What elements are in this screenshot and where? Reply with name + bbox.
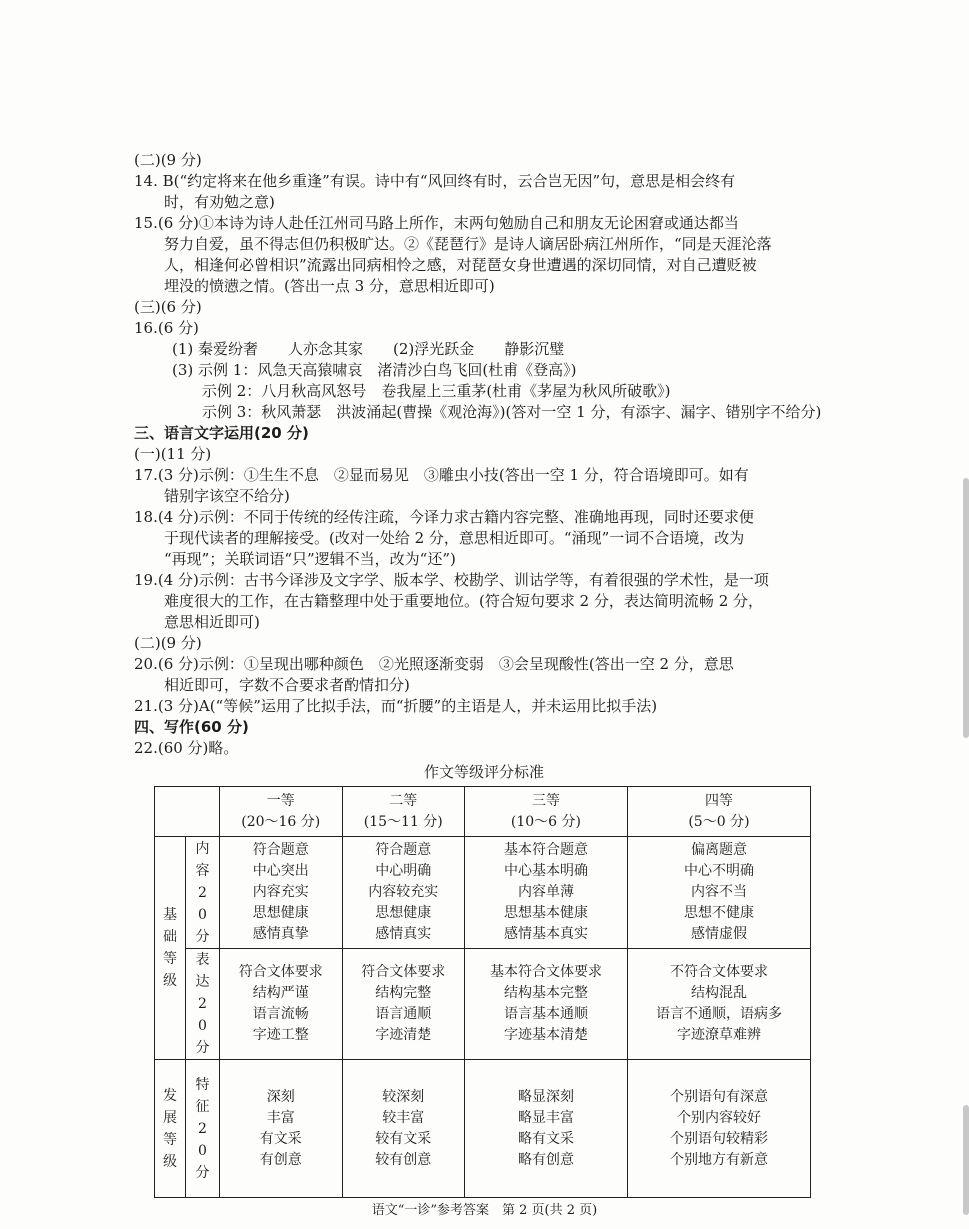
content-label: 内容20分 (186, 837, 220, 949)
dev-level-label: 发展等级 (155, 1060, 186, 1198)
answer-line: (二)(9 分) (134, 634, 202, 652)
answer-line: 21.(3 分)A(“等候”运用了比拟手法，而“折腰”的主语是人，并未运用比拟手法) (134, 697, 658, 715)
expression-cell-3: 基本符合文体要求 结构基本完整 语言基本通顺 字迹基本清楚 (465, 949, 628, 1060)
answer-line: (3) 示例 1：风急天高猿啸哀 渚清沙白鸟飞回(杜甫《登高》) (172, 361, 577, 379)
answer-line: 示例 2：八月秋高风怒号 卷我屋上三重茅(杜甫《茅屋为秋风所破歌》) (202, 382, 671, 400)
answer-line: (三)(6 分) (134, 298, 202, 316)
content-row (155, 837, 811, 949)
answer-line: 22.(60 分)略。 (134, 739, 239, 757)
content-cell-3: 基本符合题意 中心基本明确 内容单薄 思想基本健康 感情基本真实 (465, 837, 628, 949)
answer-line: 难度很大的工作，在古籍整理中处于重要地位。(符合短句要求 2 分，表达简明流畅 2 分， (164, 592, 764, 610)
expression-cell-1: 符合文体要求 结构严谨 语言流畅 字迹工整 (220, 949, 343, 1060)
answer-line: 19.(4 分)示例：古书今译涉及文字学、版本学、校勘学、训诂学等，有着很强的学术性，是一项 (134, 571, 769, 589)
answer-line: 努力自爱，虽不得志但仍积极旷达。②《琵琶行》是诗人谪居卧病江州所作，“同是天涯沦落 (164, 235, 772, 253)
answer-line: 时，有劝勉之意) (164, 193, 275, 211)
scoring-table (154, 786, 811, 1198)
scrollbar-thumb[interactable] (963, 478, 969, 738)
answer-line: 三、语言文字运用(20 分) (134, 424, 309, 442)
answer-line: 错别字该空不给分) (164, 487, 290, 505)
answer-line: 17.(3 分)示例：①生生不息 ②显而易见 ③雕虫小技(答出一空 1 分，符合语境即可。如有 (134, 466, 749, 484)
answer-line: (1) 秦爱纷奢 人亦念其家 (2)浮光跃金 静影沉璧 (172, 340, 565, 358)
answer-line: 意思相近即可) (164, 613, 260, 631)
scrollbar-thumb-lower[interactable] (963, 1105, 969, 1215)
page-footer: 语文“一诊”参考答案 第 2 页(共 2 页) (371, 1203, 598, 1218)
content-cell-1: 符合题意 中心突出 内容充实 思想健康 感情真挚 (220, 837, 343, 949)
feature-cell-4: 个别语句有深意 个别内容较好 个别语句较精彩 个别地方有新意 (627, 1060, 810, 1198)
grade-header-2: 二等 (15～11 分) (342, 787, 465, 837)
answer-line: 示例 3：秋风萧瑟 洪波涌起(曹操《观沧海》)(答对一空 1 分，有添字、漏字、错别字不给分) (202, 403, 822, 421)
answer-line: 18.(4 分)示例：不同于传统的经传注疏，今译力求古籍内容完整、准确地再现，同时还要求便 (134, 508, 754, 526)
answer-line: 四、写作(60 分) (134, 718, 249, 736)
answer-line: 人，相逢何必曾相识”流露出同病相怜之感，对琵琶女身世遭遇的深切同情，对自己遭贬被 (164, 256, 757, 274)
answer-content (134, 150, 834, 783)
feature-row (155, 1060, 811, 1198)
answer-line: 于现代读者的理解接受。(改对一处给 2 分，意思相近即可。“涌现”一词不合语境，改为 (164, 529, 745, 547)
feature-cell-1: 深刻 丰富 有文采 有创意 (220, 1060, 343, 1198)
grade-header-3: 三等 (10～6 分) (465, 787, 628, 837)
feature-cell-3: 略显深刻 略显丰富 略有文采 略有创意 (465, 1060, 628, 1198)
expression-cell-2: 符合文体要求 结构完整 语言通顺 字迹清楚 (342, 949, 465, 1060)
answer-line: 16.(6 分) (134, 319, 199, 337)
answer-line: (一)(11 分) (134, 445, 212, 463)
answer-line: (二)(9 分) (134, 151, 202, 169)
expression-cell-4: 不符合文体要求 结构混乱 语言不通顺，语病多 字迹潦草难辨 (627, 949, 810, 1060)
answer-line: “再现”；关联词语“只”逻辑不当，改为“还”) (164, 550, 456, 568)
expression-label: 表达20分 (186, 949, 220, 1060)
grade-header-4: 四等 (5～0 分) (627, 787, 810, 837)
grade-header-1: 一等 (20～16 分) (220, 787, 343, 837)
answer-line: 15.(6 分)①本诗为诗人赴任江州司马路上所作，末两句勉励自己和朋友无论困窘或通达都当 (134, 214, 739, 232)
table-header-row (155, 787, 811, 837)
answer-line: 20.(6 分)示例：①呈现出哪种颜色 ②光照逐渐变弱 ③会呈现酸性(答出一空 2 分，意思 (134, 655, 734, 673)
basic-level-label: 基础等级 (155, 837, 186, 1060)
content-cell-2: 符合题意 中心明确 内容较充实 思想健康 感情真实 (342, 837, 465, 949)
answer-line: 14. B(“约定将来在他乡重逢”有误。诗中有“风回终有时，云合岂无因”句，意思是相会终有 (134, 172, 736, 190)
answer-line: 埋没的愤懑之情。(答出一点 3 分，意思相近即可) (164, 277, 495, 295)
answer-line: 相近即可，字数不合要求者酌情扣分) (164, 676, 410, 694)
header-blank-cell (155, 787, 220, 837)
answer-lines (134, 150, 834, 759)
feature-cell-2: 较深刻 较丰富 较有文采 较有创意 (342, 1060, 465, 1198)
content-cell-4: 偏离题意 中心不明确 内容不当 思想不健康 感情虚假 (627, 837, 810, 949)
table-title: 作文等级评分标准 (423, 763, 544, 781)
expression-row (155, 949, 811, 1060)
feature-label: 特征20分 (186, 1060, 220, 1198)
